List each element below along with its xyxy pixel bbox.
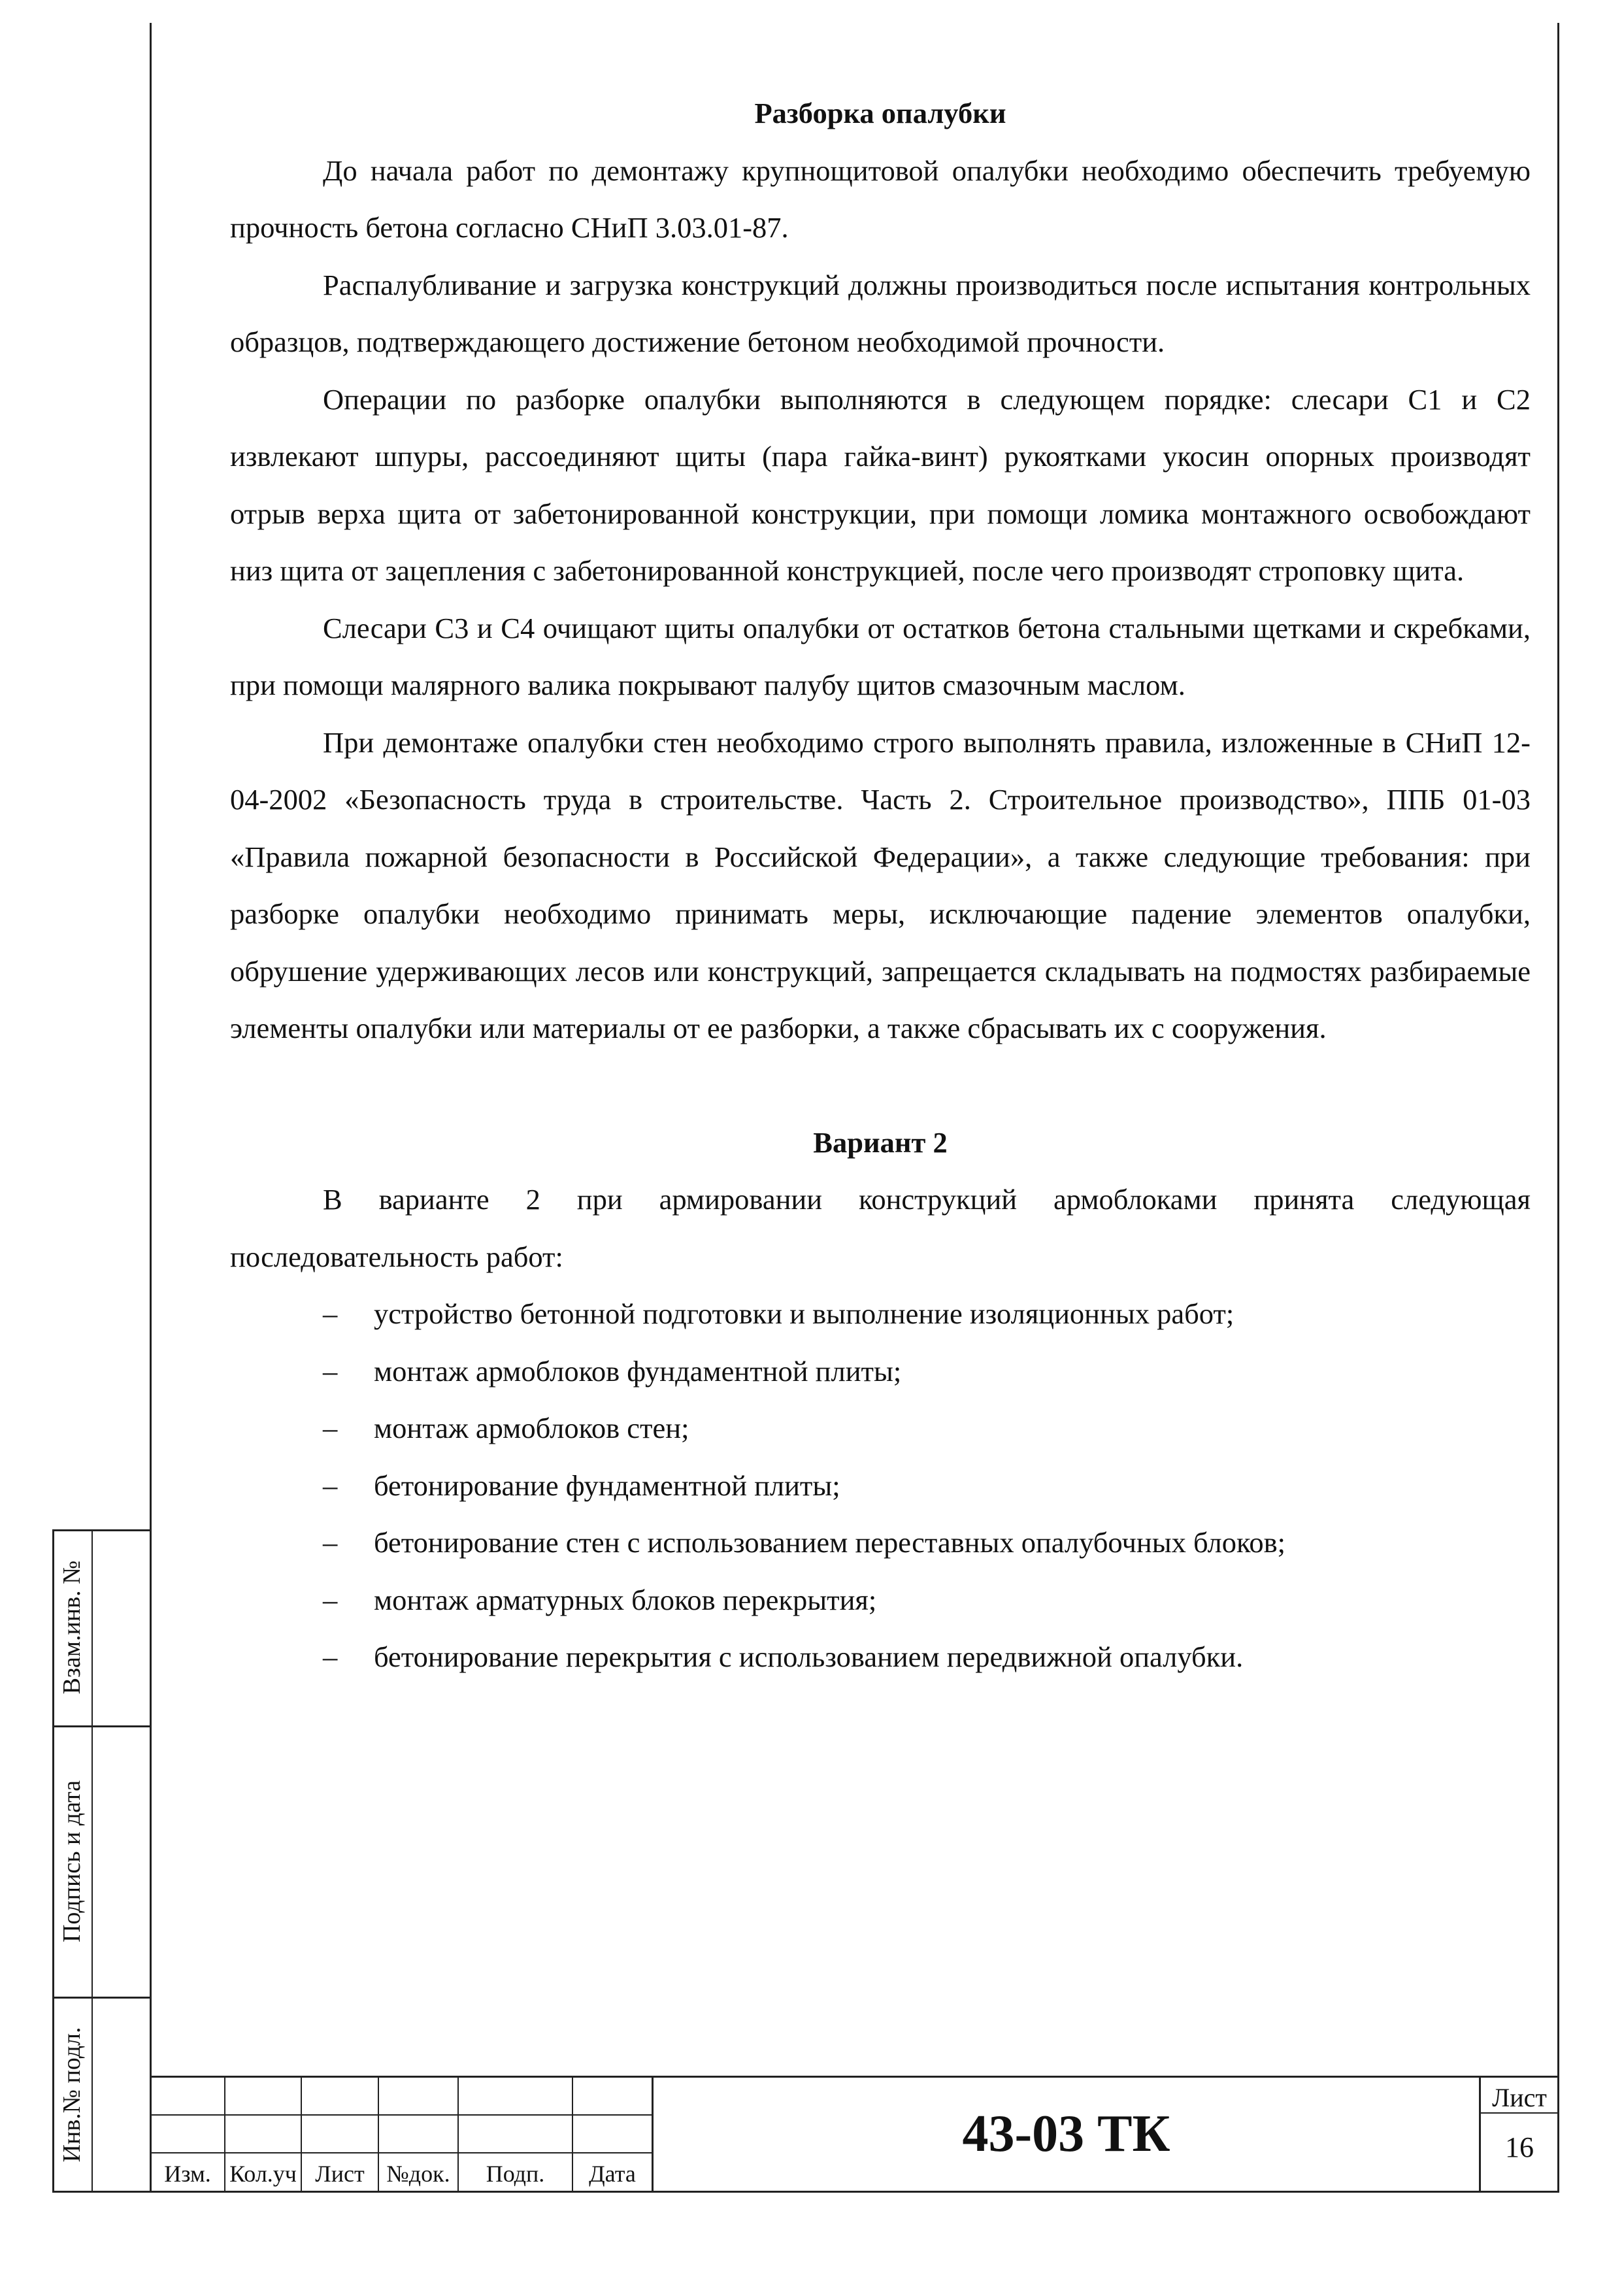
- frame-right-border: [1557, 23, 1559, 2193]
- sheet-label: Лист: [1492, 2083, 1547, 2112]
- list-item: – устройство бетонной подготовки и выполнение изоляционных работ;: [323, 1297, 1235, 1330]
- list-item: – монтаж армоблоков фундаментной плиты;: [323, 1354, 902, 1388]
- paragraph: Распалубливание и загрузка конструкций должны производиться после испытания контрольных образцов, подтверждающего достижение бетоном необходимой прочности.: [230, 268, 1531, 358]
- stamp-sep-2: [52, 1997, 152, 1999]
- title-col-izm: Изм.: [164, 2161, 211, 2187]
- list-item: – бетонирование стен с использованием переставных опалубочных блоков;: [323, 1526, 1285, 1559]
- title-col-ndok: №док.: [386, 2161, 450, 2187]
- paragraph: Операции по разборке опалубки выполняются в следующем порядке: слесари С1 и С2 извлекают шпуры, рассоединяют щиты (пара гайка-винт) рукоятками укосин опорных производят отрыв верха щита от забетонированной конструкции, при помощи ломика монтажного освобождают низ щита от зацепления с забетонированной конструкцией, после чего производят строповку щита.: [230, 382, 1531, 587]
- paragraph: При демонтаже опалубки стен необходимо строго выполнять правила, изложенные в СНиП 12-04-2002 «Безопасность труда в строительстве. Часть 2. Строительное производство», ППБ 01-03 «Правила пожарной безопасности в Российской Федерации», а также следующие требования: при разборке опалубки необходимо принимать меры, исключающие падение элементов опалубки, обрушение удерживающих лесов или конструкций, запрещается складывать на подмостях разбираемые элементы опалубки или материалы от ее разборки, а также сбрасывать их с сооружения.: [230, 725, 1531, 1044]
- work-sequence-list: [230, 1286, 1531, 1686]
- document-code: 43-03 ТК: [962, 2105, 1170, 2163]
- title-col-koluch: Кол.уч: [229, 2161, 297, 2187]
- list-item: – бетонирование перекрытия с использованием передвижной опалубки.: [323, 1640, 1244, 1673]
- stamp-sep-1: [52, 1725, 152, 1727]
- page-content: [230, 85, 1531, 1686]
- list-item: – бетонирование фундаментной плиты;: [323, 1469, 840, 1502]
- stamp-left-border: [52, 1529, 54, 2193]
- list-item: – монтаж арматурных блоков перекрытия;: [323, 1583, 877, 1616]
- section-heading-variant-2: Вариант 2: [813, 1125, 948, 1159]
- section-heading-dismantling: Разборка опалубки: [754, 97, 1006, 129]
- title-col-data: Дата: [589, 2161, 636, 2187]
- stamp-divider: [91, 1529, 93, 2193]
- title-col-podp: Подп.: [486, 2161, 545, 2187]
- sheet-number: 16: [1505, 2131, 1534, 2163]
- paragraph: Слесари С3 и С4 очищают щиты опалубки от остатков бетона стальными щетками и скребками, при помощи малярного валика покрывают палубу щитов смазочным маслом.: [230, 611, 1531, 701]
- stamp-top: [52, 1529, 152, 1531]
- frame-bottom-border: [52, 2191, 1559, 2193]
- list-item: – монтаж армоблоков стен;: [323, 1412, 689, 1444]
- paragraph: В варианте 2 при армировании конструкций армоблоками принята следующая последовательность работ:: [230, 1183, 1531, 1273]
- paragraph: До начала работ по демонтажу крупнощитовой опалубки необходимо обеспечить требуемую прочность бетона согласно СНиП 3.03.01-87.: [230, 154, 1531, 244]
- frame-left-border: [150, 23, 152, 2193]
- title-col-list: Лист: [315, 2161, 365, 2187]
